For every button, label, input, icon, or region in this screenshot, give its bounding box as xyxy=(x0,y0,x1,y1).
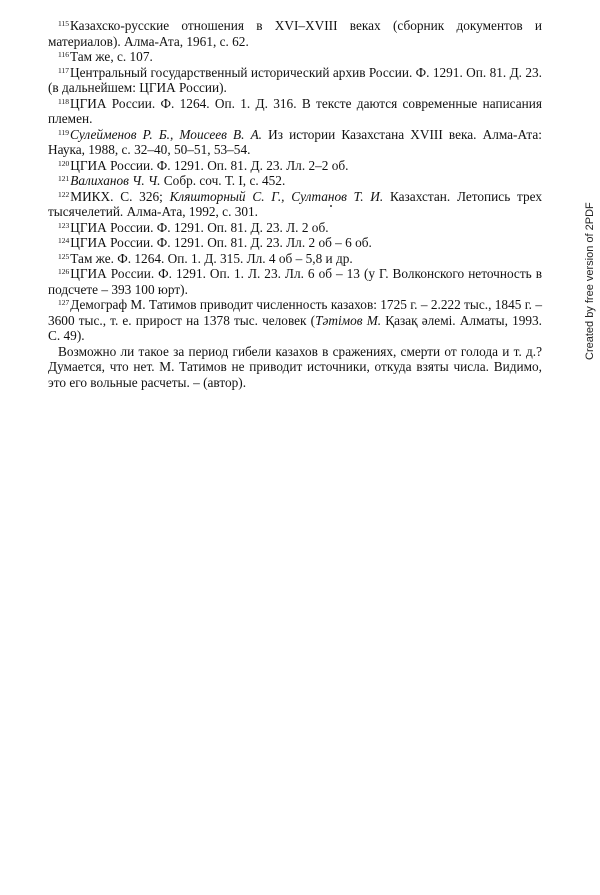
footnote-text: Центральный государственный исторический архив России. Ф. 1291. Оп. 81. Д. 23. (в дальнейшем: ЦГИА России). xyxy=(48,64,542,95)
footnote-117 xyxy=(48,65,542,96)
footnote-116 xyxy=(48,49,542,65)
footnote-text: Там же. Ф. 1264. Оп. 1. Д. 315. Лл. 4 об – 5,8 и др. xyxy=(70,250,353,266)
footnote-118 xyxy=(48,96,542,127)
footnote-number: 122 xyxy=(58,189,70,199)
footnote-122 xyxy=(48,189,542,220)
footnote-124 xyxy=(48,235,542,251)
footnote-text: Казахско-русские отношения в XVI–XVIII веках (сборник документов и материалов). Алма-Ата, 1961, с. 62. xyxy=(48,18,542,49)
footnote-text: МИКХ. С. 326; xyxy=(70,188,170,204)
footnote-text: Там же, с. 107. xyxy=(69,49,153,64)
closing-paragraph: Возможно ли такое за период гибели казахов в сражениях, смерти от голода и т. д.? Думается, что нет. М. Татимов не приводит источники, откуда взяты числа. Видимо, это его вольные расчеты. – (автор). xyxy=(48,343,542,390)
footnote-number: 123 xyxy=(58,220,70,230)
footnote-text: ЦГИА России. Ф. 1291. Оп. 1. Л. 23. Лл. 6 об – 13 (у Г. Волконского неточность в подсчете – 393 100 юрт). xyxy=(48,266,542,297)
footnote-125 xyxy=(48,251,542,267)
footnote-123 xyxy=(48,220,542,236)
footnote-author: Сулейменов Р. Б., Моисеев В. А. xyxy=(69,126,263,142)
footnote-number: 118 xyxy=(58,96,69,106)
footnote-text: Қазақ әлемі. Алматы, 1993. С. 49). xyxy=(48,312,542,343)
footnote-author: Тәтімов М. xyxy=(315,312,382,328)
footnote-text: ЦГИА России. Ф. 1291. Оп. 81. Д. 23. Л. 2 об. xyxy=(70,219,329,235)
footnote-127 xyxy=(48,297,542,344)
scan-speck xyxy=(330,205,332,207)
footnotes-block xyxy=(48,18,542,390)
footnote-121 xyxy=(48,173,542,189)
watermark-text: Created by free version of 2PDF xyxy=(584,202,596,360)
footnote-text: Собр. соч. Т. I, с. 452. xyxy=(160,173,286,188)
footnote-number: 117 xyxy=(58,65,69,75)
footnote-number: 124 xyxy=(58,236,70,245)
footnote-text: ЦГИА России. Ф. 1291. Оп. 81. Д. 23. Лл. 2–2 об. xyxy=(70,157,349,173)
footnote-text: Казахстан. Летопись трех тысячелетий. Алма-Ата, 1992, с. 301. xyxy=(48,188,543,219)
footnote-text: Из истории Казахстана XVIII века. Алма-Ата: Наука, 1988, с. 32–40, 50–51, 53–54. xyxy=(48,126,542,157)
footnote-author: Валиханов Ч. Ч. xyxy=(70,173,161,188)
footnote-120 xyxy=(48,158,542,174)
footnote-115 xyxy=(48,18,542,49)
footnote-number: 115 xyxy=(58,19,69,28)
footnote-number: 120 xyxy=(58,158,70,168)
footnote-number: 119 xyxy=(58,127,69,137)
footnote-number: 116 xyxy=(58,50,69,59)
footnote-number: 126 xyxy=(58,267,70,276)
footnote-number: 121 xyxy=(58,174,70,183)
footnote-126 xyxy=(48,266,542,297)
footnote-text: Демограф М. Татимов приводит численность казахов: 1725 г. – 2.222 тыс., 1845 г. – 3600 тыс., т. е. прирост на 1378 тыс. человек ( xyxy=(48,297,542,328)
footnote-author: Кляшторный С. Г., Султанов Т. И. xyxy=(169,188,384,204)
footnote-number: 125 xyxy=(58,251,70,261)
footnote-119 xyxy=(48,127,542,158)
footnote-text: ЦГИА России. Ф. 1264. Оп. 1. Д. 316. В тексте даются современные написания племен. xyxy=(48,95,542,126)
footnote-number: 127 xyxy=(58,298,70,307)
footnote-text: ЦГИА России. Ф. 1291. Оп. 81. Д. 23. Лл. 2 об – 6 об. xyxy=(70,235,372,250)
